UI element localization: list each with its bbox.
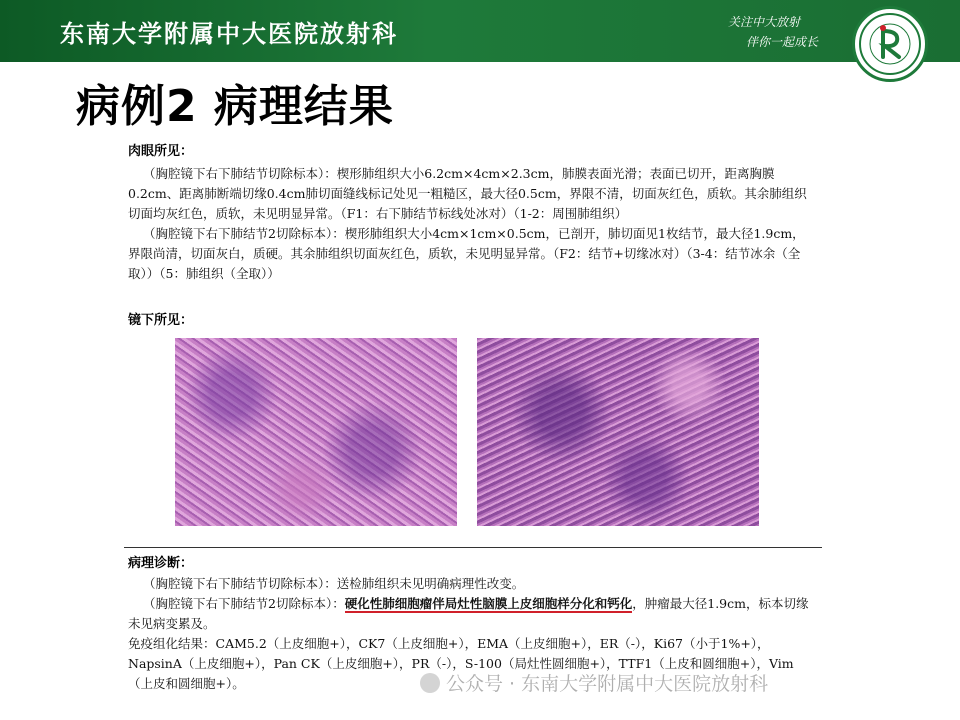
micro-heading: 镜下所见： [128,313,194,328]
gross-findings [128,164,808,284]
gross-heading: 肉眼所见： [128,144,194,159]
gross-para-2: （胸腔镜下右下肺结节2切除标本）：楔形肺组织大小4cm×1cm×0.5cm，已剖开，肺切面见1枚结节，最大径1.9cm，界限尚清，切面灰白，质硬。其余肺组织切面灰红色，质软，未见明显异常。（F2：结节+切缘冰对）（3-4：结节冰余（全取））（5：肺组织（全取）） [128,226,805,281]
hospital-logo-icon [852,6,928,82]
watermark-text: 公众号 · 东南大学附属中大医院放射科 [446,673,769,695]
page-title: 病例2 病理结果 [76,81,394,132]
header-bar [0,0,960,62]
diagnosis-highlight: 硬化性肺细胞瘤伴局灶性脑膜上皮细胞样分化和钙化 [344,596,633,611]
histology-image-right [477,338,759,526]
gross-para-1: （胸腔镜下右下肺结节切除标本）：楔形肺组织大小6.2cm×4cm×2.3cm，肺膜表面光滑；表面已切开，距离胸膜0.2cm、距离肺断端切缘0.4cm肺切面缝线标记处见一粗糙区，最大径0.5cm，界限不清，切面灰红色，质软。其余肺组织切面均灰红色，质软，未见明显异常。（F1：右下肺结节标线处冰对）（1-2：周围肺组织） [128,166,807,221]
section-divider [124,547,822,548]
diagnosis-heading: 病理诊断： [128,556,194,571]
ihc-results: 免疫组化结果：CAM5.2（上皮细胞+），CK7（上皮细胞+），EMA（上皮细胞+），ER（-），Ki67（小于1%+），NapsinA（上皮细胞+），Pan CK（上皮细胞+），PR（-），S-100（局灶性圆细胞+），TTF1（上皮和圆细胞+），Vim（上皮和圆细胞+）。 [128,636,794,691]
diagnosis-line-2-prefix: （胸腔镜下右下肺结节2切除标本）： [143,596,345,611]
slogan-line-2: 伴你一起成长 [745,35,818,49]
slogan-line-1: 关注中大放射 [727,15,800,29]
diagnosis-line-2 [128,594,818,634]
watermark [420,669,940,697]
diagnosis-line-2-suffix: ，肿瘤最大径1.9cm，标本切缘未见病变累及。 [128,596,809,631]
slogan [728,12,818,52]
hospital-department-title: 东南大学附属中大医院放射科 [60,19,398,48]
diagnosis-line-1: （胸腔镜下右下肺结节切除标本）：送检肺组织未见明确病理性改变。 [143,576,525,591]
wechat-icon [420,673,440,693]
histology-image-left [175,338,457,526]
